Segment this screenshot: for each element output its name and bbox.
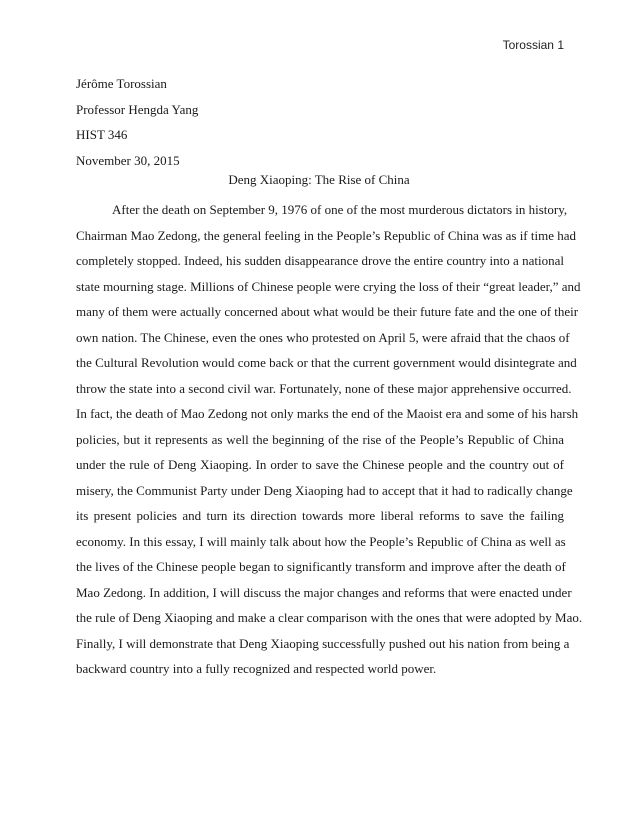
running-head: Torossian 1 bbox=[502, 38, 564, 52]
body-line: Chairman Mao Zedong, the general feeling in the People’s Republic of China was as if time had bbox=[76, 227, 577, 243]
body-line: backward country into a fully recognized and respected world power. bbox=[76, 661, 437, 676]
submission-date: November 30, 2015 bbox=[76, 152, 180, 168]
body-line: misery, the Communist Party under Deng Xiaoping had to accept that it had to radically change bbox=[76, 482, 573, 498]
body-line: the lives of the Chinese people began to significantly transform and improve after the death of bbox=[76, 559, 566, 574]
body-line: under the rule of Deng Xiaoping. In order to save the Chinese people and the country out of bbox=[76, 457, 564, 472]
body-paragraph bbox=[76, 197, 583, 682]
author-name: Jérôme Torossian bbox=[76, 76, 167, 91]
body-line: completely stopped. Indeed, his sudden disappearance drove the entire country into a national bbox=[76, 253, 564, 268]
body-line: its present policies and turn its direction towards more liberal reforms to save the failing bbox=[76, 508, 564, 523]
body-line: many of them were actually concerned about what would be their future fate and the one of their bbox=[76, 304, 579, 319]
mla-heading bbox=[76, 71, 198, 173]
body-line: In fact, the death of Mao Zedong not only marks the end of the Maoist era and some of his harsh bbox=[76, 406, 579, 421]
body-line: the rule of Deng Xiaoping and make a clear comparison with the ones that were adopted by Mao. bbox=[76, 610, 583, 625]
body-line: throw the state into a second civil war. Fortunately, none of these major apprehensive occurred. bbox=[76, 380, 572, 396]
essay-title: Deng Xiaoping: The Rise of China bbox=[228, 172, 410, 187]
body-line: policies, but it represents as well the beginning of the rise of the People’s Republic of China bbox=[76, 431, 564, 447]
body-line: Mao Zedong. In addition, I will discuss the major changes and reforms that were enacted under bbox=[76, 584, 572, 600]
body-line: own nation. The Chinese, even the ones who protested on April 5, were afraid that the chaos of bbox=[76, 329, 570, 345]
body-line: Finally, I will demonstrate that Deng Xiaoping successfully pushed out his nation from being a bbox=[76, 635, 570, 651]
body-line: state mourning stage. Millions of Chinese people were crying the loss of their “great leader,” and bbox=[76, 278, 581, 294]
course-code: HIST 346 bbox=[76, 127, 128, 142]
body-line: economy. In this essay, I will mainly talk about how the People’s Republic of China as well as bbox=[76, 533, 566, 549]
body-line: the Cultural Revolution would come back or that the current government would disintegrate and bbox=[76, 355, 577, 370]
body-line: After the death on September 9, 1976 of one of the most murderous dictators in history, bbox=[112, 202, 568, 217]
professor-name: Professor Hengda Yang bbox=[76, 101, 199, 117]
